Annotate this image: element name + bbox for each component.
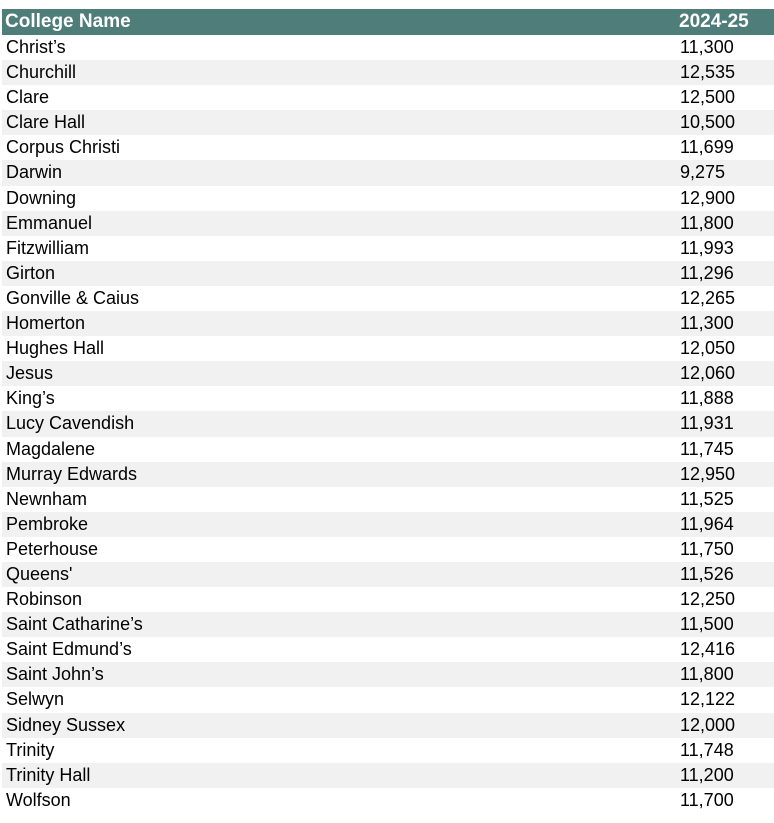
college-name-cell: Trinity Hall <box>6 764 91 785</box>
fee-value-cell: 12,500 <box>680 87 736 108</box>
header-year: 2024-25 <box>679 11 749 32</box>
table-row <box>2 85 774 110</box>
college-name-cell: Queens' <box>6 563 73 584</box>
fee-value-cell: 12,050 <box>680 338 736 359</box>
fee-value-cell: 12,416 <box>680 639 736 660</box>
table-row <box>2 437 774 462</box>
college-name-cell: Homerton <box>6 313 86 334</box>
table-row <box>2 386 774 411</box>
fee-value-cell: 12,535 <box>680 62 736 83</box>
college-name-cell: Lucy Cavendish <box>6 413 135 434</box>
table-row <box>2 110 774 135</box>
fee-value-cell: 12,250 <box>680 589 736 610</box>
fee-value-cell: 11,200 <box>680 764 734 785</box>
fee-value-cell: 12,122 <box>680 689 736 710</box>
college-name-cell: Pembroke <box>6 513 89 534</box>
college-name-cell: Saint Catharine’s <box>6 614 143 635</box>
college-name-cell: Downing <box>6 187 77 208</box>
college-name-cell: Jesus <box>6 363 54 384</box>
fee-value-cell: 11,699 <box>680 137 734 158</box>
fee-value-cell: 11,993 <box>680 237 734 258</box>
table-row <box>2 236 774 261</box>
college-name-cell: King’s <box>6 388 55 409</box>
table-row <box>2 336 774 361</box>
college-name-cell: Wolfson <box>6 789 71 810</box>
table-row <box>2 211 774 236</box>
college-fees-table <box>2 9 774 813</box>
table-row <box>2 462 774 487</box>
table-row <box>2 662 774 687</box>
table-row <box>2 286 774 311</box>
table-row <box>2 763 774 788</box>
table-row <box>2 587 774 612</box>
fee-value-cell: 10,500 <box>680 112 736 133</box>
fee-value-cell: 11,525 <box>680 488 734 509</box>
table-row <box>2 537 774 562</box>
table-row <box>2 738 774 763</box>
table-row <box>2 261 774 286</box>
table-row <box>2 512 774 537</box>
college-name-cell: Clare <box>6 87 50 108</box>
fee-value-cell: 12,950 <box>680 463 736 484</box>
fee-value-cell: 11,745 <box>680 438 734 459</box>
college-name-cell: Murray Edwards <box>6 463 138 484</box>
fee-value-cell: 12,900 <box>680 187 736 208</box>
fee-value-cell: 11,800 <box>680 664 734 685</box>
table-row <box>2 713 774 738</box>
table-row <box>2 411 774 436</box>
fee-value-cell: 12,265 <box>680 287 736 308</box>
fee-value-cell: 9,275 <box>680 162 726 183</box>
college-name-cell: Gonville & Caius <box>6 287 140 308</box>
table-row <box>2 60 774 85</box>
fee-value-cell: 11,526 <box>680 563 734 584</box>
college-name-cell: Peterhouse <box>6 538 99 559</box>
table-header <box>2 9 774 35</box>
college-name-cell: Hughes Hall <box>6 338 105 359</box>
fee-value-cell: 11,750 <box>680 538 734 559</box>
table-row <box>2 35 774 60</box>
table-row <box>2 160 774 185</box>
fee-value-cell: 11,300 <box>680 37 734 57</box>
college-name-cell: Robinson <box>6 589 83 610</box>
table-row <box>2 186 774 211</box>
fee-value-cell: 11,888 <box>680 388 734 409</box>
college-name-cell: Christ’s <box>6 37 66 57</box>
table-body <box>2 35 774 813</box>
header-college-name: College Name <box>5 11 131 32</box>
college-name-cell: Churchill <box>6 62 77 83</box>
college-name-cell: Clare Hall <box>6 112 86 133</box>
table-row <box>2 361 774 386</box>
college-name-cell: Fitzwilliam <box>6 237 89 258</box>
college-name-cell: Magdalene <box>6 438 96 459</box>
college-name-cell: Saint John’s <box>6 664 104 685</box>
college-name-cell: Trinity <box>6 739 55 760</box>
college-name-cell: Corpus Christi <box>6 137 121 158</box>
table-row <box>2 612 774 637</box>
college-name-cell: Selwyn <box>6 689 65 710</box>
fee-value-cell: 11,296 <box>680 262 734 283</box>
fee-value-cell: 11,300 <box>680 313 734 334</box>
fee-value-cell: 11,800 <box>680 212 734 233</box>
fee-value-cell: 11,748 <box>680 739 734 760</box>
fee-value-cell: 12,000 <box>680 714 736 735</box>
college-name-cell: Darwin <box>6 162 63 183</box>
table-row <box>2 311 774 336</box>
college-name-cell: Emmanuel <box>6 212 93 233</box>
college-name-cell: Newnham <box>6 488 88 509</box>
fee-value-cell: 11,964 <box>680 513 734 534</box>
table-row <box>2 135 774 160</box>
table-row <box>2 687 774 712</box>
fee-value-cell: 11,500 <box>680 614 734 635</box>
fee-value-cell: 12,060 <box>680 363 736 384</box>
college-name-cell: Saint Edmund’s <box>6 639 132 660</box>
fee-value-cell: 11,700 <box>680 789 734 810</box>
table-row <box>2 637 774 662</box>
college-name-cell: Sidney Sussex <box>6 714 126 735</box>
table-row <box>2 788 774 813</box>
college-name-cell: Girton <box>6 262 56 283</box>
table-row <box>2 487 774 512</box>
table-row <box>2 562 774 587</box>
fee-value-cell: 11,931 <box>680 413 734 434</box>
